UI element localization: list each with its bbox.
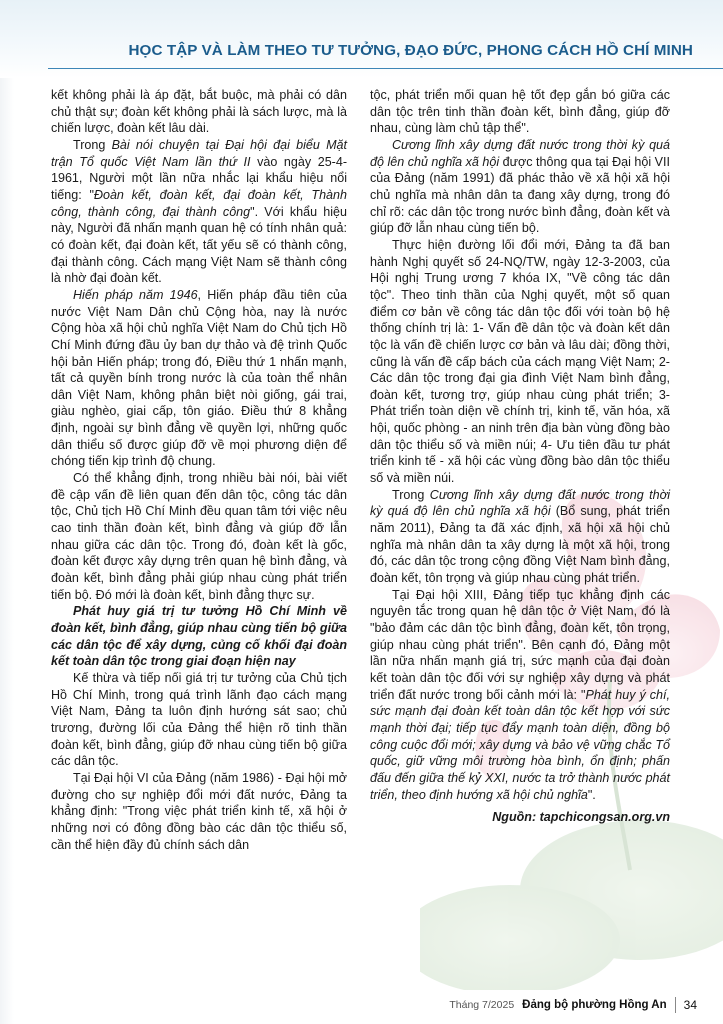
paragraph: Cương lĩnh xây dựng đất nước trong thời kỳ quá độ lên chủ nghĩa xã hội được thông qua tại Đại hội VII của Đảng (năm 1991) đã phác thảo về xã hội xã hội chủ nghĩa mà nhân dân ta đang xây dựng, trong đó chỉ rõ: các dân tộc trong nước bình đẳng, đoàn kết và giúp đỡ lẫn nhau cùng tiến bộ.	[370, 137, 670, 236]
section-heading: Phát huy giá trị tư tưởng Hồ Chí Minh về đoàn kết, bình đẳng, giúp nhau cùng tiến bộ giữa các dân tộc để xây dựng, củng cố khối đại đoàn kết toàn dân tộc trong giai đoạn hiện nay	[51, 604, 347, 669]
page-footer	[449, 994, 697, 1016]
paragraph: tộc, phát triển mối quan hệ tốt đẹp gắn bó giữa các dân tộc trên tinh thần đoàn kết, bình đẳng, giúp đỡ nhau, cùng làm chủ tập thể".	[370, 88, 670, 136]
source-citation: Nguồn: tapchicongsan.org.vn	[492, 810, 670, 825]
paragraph: kết không phải là áp đặt, bắt buộc, mà phải có dân chủ thật sự; đoàn kết không phải là sách lược, mà là chiến lược, đoàn kết lâu dài.	[51, 88, 347, 136]
paragraph: Trong Bài nói chuyện tại Đại hội đại biểu Mặt trận Tổ quốc Việt Nam lần thứ II vào ngày 25-4-1961, Người một lần nữa nhắc lại khẩu hiệu nổi tiếng: "Đoàn kết, đoàn kết, đại đoàn kết, Thành công, thành công, đại thành công". Với khẩu hiệu này, Người đã nhấn mạnh quan hệ có tính nhân quả: có đoàn kết, đại đoàn kết, tất yếu sẽ có thành công, đại thành công. Cách mạng Việt Nam sẽ thành công là nhờ đại đoàn kết.	[51, 137, 348, 286]
footer-divider	[675, 997, 676, 1013]
article-column-left	[51, 87, 347, 853]
issue-date: Tháng 7/2025	[449, 999, 515, 1011]
paragraph: Trong Cương lĩnh xây dựng đất nước trong thời kỳ quá độ lên chủ nghĩa xã hội (Bổ sung, phát triển năm 2011), Đảng ta đã xác định, xã hội xã hội chủ nghĩa mà nhân dân ta xây dựng là một xã hội, trong đó, các dân tộc trong cộng đồng Việt Nam bình đẳng, đoàn kết, tôn trọng và giúp nhau cùng phát triển.	[370, 487, 671, 586]
page-header	[0, 0, 723, 78]
page-number: 34	[683, 998, 697, 1012]
paragraph: Hiến pháp năm 1946, Hiến pháp đầu tiên của nước Việt Nam Dân chủ Cộng hòa, nay là nước Cộng hòa xã hội chủ nghĩa Việt Nam do Chủ tịch Hồ Chí Minh đứng đầu ủy ban dự thảo và đệ trình Quốc hội bản Hiến pháp; trong đó, Điều thứ 1 nhấn mạnh, tất cả quyền bính trong nước là của toàn thể nhân dân Việt Nam, không phân biệt nòi giống, gái trai, giàu nghèo, giai cấp, tôn giáo. Điều thứ 8 khẳng định, ngoài sự bình đẳng về quyền lợi, những quốc dân thiểu số được giúp đỡ về mọi phương diện để chóng tiến kịp trình độ chung.	[51, 287, 347, 469]
section-title: HỌC TẬP VÀ LÀM THEO TƯ TƯỞNG, ĐẠO ĐỨC, PHONG CÁCH HỒ CHÍ MINH	[128, 42, 693, 59]
paragraph: Thực hiện đường lối đổi mới, Đảng ta đã ban hành Nghị quyết số 24-NQ/TW, ngày 12-3-2003, của Hội nghị Trung ương 7 khóa IX, "Về công tác dân tộc". Theo tinh thần của Nghị quyết, một số quan điểm cơ bản về công tác dân tộc đối với toàn bộ hệ thống chính trị là: 1- Vấn đề dân tộc và đoàn kết dân tộc là vấn đề chiến lược cơ bản và lâu dài; đồng thời, cũng là vấn đề cấp bách của cách mạng Việt Nam; 2- Các dân tộc trong đại gia đình Việt Nam bình đẳng, đoàn kết, tương trợ, giúp nhau cùng phát triển; 3- Phát triển toàn diện về chính trị, kinh tế, văn hóa, xã hội, quốc phòng - an ninh trên địa bàn vùng đồng bào dân tộc thiểu số và miền núi; 4- Ưu tiên đầu tư phát triển kinh tế - xã hội các vùng đồng bào dân tộc thiểu số và miền núi.	[370, 237, 670, 486]
paragraph: Tại Đại hội XIII, Đảng tiếp tục khẳng định các nguyên tắc trong quan hệ dân tộc ở Việt Nam, đó là "bảo đảm các dân tộc bình đẳng, đoàn kết, tôn trọng, giúp nhau cùng phát triển". Bên cạnh đó, Đảng một lần nữa nhấn mạnh giá trị, sức mạnh của đại đoàn kết toàn dân tộc đối với sự nghiệp xây dựng và phát triển đất nước trong bối cảnh mới là: "Phát huy ý chí, sức mạnh đại đoàn kết toàn dân tộc kết hợp với sức mạnh thời đại; tiếp tục đẩy mạnh toàn diện, đồng bộ công cuộc đổi mới; xây dựng và bảo vệ vững chắc Tổ quốc, giữ vững môi trường hòa bình, ổn định; phấn đấu đến giữa thế kỷ XXI, nước ta trở thành nước phát triển, theo định hướng xã hội chủ nghĩa".	[370, 587, 670, 802]
paragraph: Có thể khẳng định, trong nhiều bài nói, bài viết đề cập vấn đề liên quan đến dân tộc, công tác dân tộc, Chủ tịch Hồ Chí Minh đều quan tâm tới việc nêu cao tinh thần đoàn kết, bình đẳng và giúp đỡ lẫn nhau giữa các dân tộc. Trong đó, đoàn kết là gốc, đoàn kết được xây dựng trên quan hệ bình đẳng, và đoàn kết, bình đẳng phải giúp nhau cùng phát triển tiến bộ. Đó mới là đoàn kết, bình đẳng thực sự.	[51, 471, 347, 602]
publication-name: Đảng bộ phường Hồng An	[522, 999, 667, 1011]
article-column-right	[370, 87, 670, 826]
page-edge-shadow	[0, 0, 14, 1024]
header-divider	[48, 68, 723, 69]
paragraph: Kế thừa và tiếp nối giá trị tư tưởng của Chủ tịch Hồ Chí Minh, trong quá trình lãnh đạo cách mạng Việt Nam, Đảng ta luôn định hướng sát sao; chủ trương, đường lối của Đảng thể hiện rõ tinh thần đoàn kết, bình đẳng, giúp đỡ nhau cùng tiến bộ giữa các dân tộc.	[51, 670, 347, 769]
paragraph: Tại Đại hội VI của Đảng (năm 1986) - Đại hội mở đường cho sự nghiệp đổi mới đất nước, Đảng ta khẳng định: "Trong việc phát triển kinh tế, xã hội ở những nơi có đông đồng bào các dân tộc thiểu số, cần thể hiện đầy đủ chính sách dân	[51, 770, 347, 852]
